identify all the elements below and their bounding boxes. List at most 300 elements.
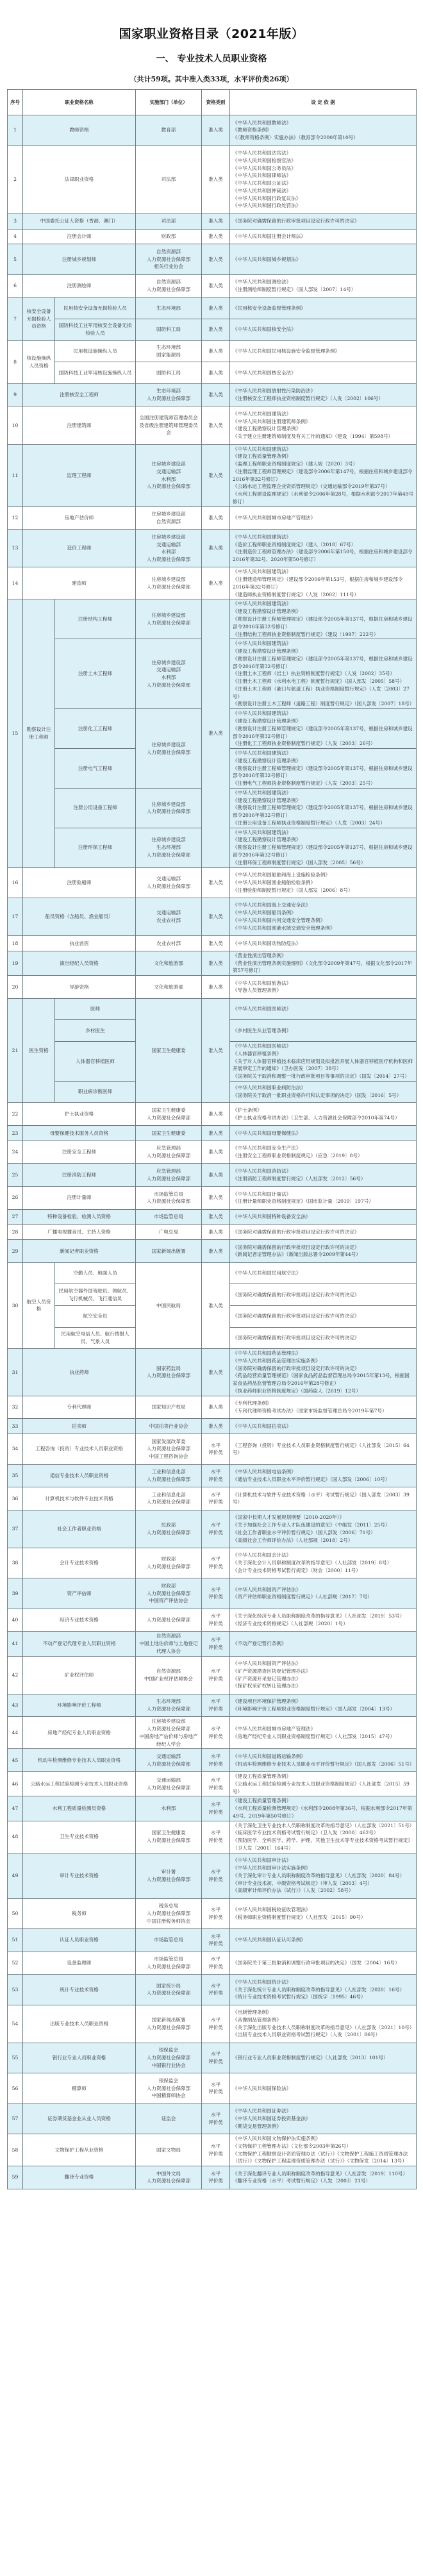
basis-line: 《中华人民共和国检察官法》: [233, 157, 296, 163]
qualification-type: 准入类: [202, 383, 230, 406]
department-line: 市场监管总局: [154, 1937, 183, 1943]
basis-line: 《中华人民共和国认证认可条例》: [233, 1937, 306, 1943]
qualification-name: 翻译专业资格: [23, 2166, 136, 2189]
table-row: [8, 1771, 417, 1796]
department-line: 人力资源社会保障部: [146, 1114, 191, 1121]
qualification-name: 中国委托公证人资格（香港、澳门）: [23, 213, 136, 229]
department: [136, 1975, 202, 2005]
legal-basis: [230, 599, 417, 639]
qualification-type: 水平 评价类: [202, 1717, 230, 1749]
row-number: 23: [8, 1125, 23, 1141]
qualification-type: 准入类: [202, 1164, 230, 1187]
department-line: 人力资源社会保障部: [146, 1761, 191, 1767]
qualification-type: 准入类: [202, 444, 230, 506]
basis-line: 《国务院对确需保留的行政审批项目设定行政许可的决定》: [233, 1313, 360, 1319]
department-line: 银保监会: [158, 2047, 179, 2053]
basis-line: 《国务院对确需保留的行政审批项目设定行政许可的决定》: [233, 1365, 360, 1371]
department-line: 住房城乡建设部: [151, 511, 186, 517]
qualification-type: 水平 评价类: [202, 1632, 230, 1656]
row-number: 45: [8, 1749, 23, 1772]
legal-basis: [230, 213, 417, 229]
qualification-type: 准入类: [202, 506, 230, 530]
legal-basis: [230, 1464, 417, 1487]
basis-line: 《专利代理条例》: [233, 1400, 272, 1407]
table-row: [8, 1548, 417, 1578]
table-row: [8, 383, 417, 406]
department: [136, 362, 202, 384]
row-number: 29: [8, 1240, 23, 1263]
table-row: [8, 1975, 417, 2005]
section-summary: （共计59项。其中准入类33项，水平评价类26项）: [129, 75, 294, 83]
legal-basis: [230, 2103, 417, 2134]
department-line: 人力资源社会保障部: [146, 1910, 191, 1916]
department-line: 财政部: [161, 233, 176, 240]
legal-basis: [230, 788, 417, 828]
department-line: 生态环境部: [156, 344, 181, 351]
department-line: 审计署: [161, 1868, 176, 1875]
department: [136, 951, 202, 975]
row-number: 6: [8, 274, 23, 297]
row-number: 8: [8, 340, 23, 383]
table-subrow: [8, 340, 417, 362]
department-line: 交通运输部: [156, 875, 181, 882]
qualification-type: 准入类: [202, 1141, 230, 1164]
table-subrow: [8, 1262, 417, 1284]
legal-basis: [230, 2134, 417, 2166]
basis-line: 《中华人民共和国城市房地产管理法》: [233, 515, 316, 521]
basis-line: 《公路水运工程监理企业资质管理规定》（交通运输部令2019年第37号）: [233, 483, 390, 490]
department-line: 中国注册税务师协会: [146, 1918, 191, 1924]
department-line: 全国注册建筑师管理委员会及省级注册建筑师管理委员会: [139, 414, 198, 436]
department-line: 应急管理部: [156, 1167, 181, 1174]
basis-line: 《注册验船师制度暂行规定》（国人部发〔2006〕8号）: [233, 887, 353, 893]
table-row: [8, 1510, 417, 1548]
qualification-name: 注册计量师: [23, 1186, 136, 1209]
basis-line: 《中华人民共和国海上交通安全法》: [233, 902, 311, 908]
legal-basis: [230, 506, 417, 530]
basis-line: 《关于深化审计专业人员职称制度改革的指导意见》（人社部发〔2020〕84号）: [233, 1872, 405, 1878]
legal-basis: [230, 383, 417, 406]
row-number: 33: [8, 1419, 23, 1434]
legal-basis: [230, 749, 417, 789]
legal-basis: [230, 406, 417, 444]
department: [136, 867, 202, 898]
table-row: [8, 1821, 417, 1853]
department-line: 国家卫生健康委: [151, 1047, 186, 1053]
department-line: 人力资源社会保障部: [146, 1963, 191, 1970]
qualification-name: 造价工程师: [23, 530, 136, 567]
legal-basis: [230, 936, 417, 951]
qualification-group: 核设施操纵人员资格: [23, 340, 55, 383]
sub-qualification-name: 医师: [55, 998, 136, 1020]
qualification-type: 水平 评价类: [202, 1771, 230, 1796]
sub-qualification-name: 空勤人员、地面人员: [55, 1262, 136, 1284]
basis-line: 《银行业专业人员职业资格制度暂行规定》（人社部发〔2013〕101号）: [233, 2055, 388, 2061]
department: [136, 244, 202, 274]
department: [136, 146, 202, 213]
department-line: 生态环境部: [156, 305, 181, 311]
legal-basis: [230, 867, 417, 898]
table-row: [8, 1656, 417, 1694]
row-number: 46: [8, 1771, 23, 1796]
basis-line: 《勘察设计注册土木工程师（道路工程）制度暂行规定》（国人部发〔2007〕18号）: [233, 701, 415, 707]
basis-line: 《资产评估师职业资格制度暂行规定》（人社部规〔2017〕7号）: [233, 1594, 372, 1600]
qualification-type: 水平 评价类: [202, 1898, 230, 1928]
qualification-type: 水平 评价类: [202, 2103, 230, 2134]
department-line: 自然资源部: [156, 1633, 181, 1639]
legal-basis: [230, 998, 417, 1020]
table-row: [8, 1578, 417, 1609]
department-line: 应急管理部: [156, 1145, 181, 1151]
header-basis: 设 定 依 据: [230, 90, 417, 115]
basis-line: 《中华人民共和国证券法》: [233, 2108, 292, 2114]
qualification-name: 出版专业技术人员职业资格: [23, 2005, 136, 2043]
basis-line: 《药品经营质量管理规范》（国家食品药品监督管理总局令2015年第13号，根据国家食品药品监督管理总局令2016年第28号修正）: [233, 1373, 410, 1387]
department: [136, 2166, 202, 2189]
department-line: 人力资源社会保障部: [146, 396, 191, 402]
department-line: 工业和信息化部: [151, 1491, 186, 1498]
basis-line: 《民用核安全设备监督管理条例》: [233, 305, 306, 311]
qualification-type: 准入类: [202, 340, 230, 362]
basis-line: 《国务院关于取消一批职业资格许可和认定事项的决定》（国发〔2016〕5号）: [233, 1092, 402, 1099]
department: [136, 383, 202, 406]
department: [136, 2073, 202, 2103]
qualification-name: 注册会计师: [23, 229, 136, 244]
department: [136, 1632, 202, 1656]
qualification-type: 准入类: [202, 362, 230, 384]
qualification-name: 经济专业技术资格: [23, 1609, 136, 1632]
department: [136, 530, 202, 567]
department-line: 司法部: [161, 218, 176, 224]
department-line: 财政部: [161, 1556, 176, 1562]
legal-basis: [230, 340, 417, 362]
legal-basis: [230, 1510, 417, 1548]
table-row: [8, 1125, 417, 1141]
sub-qualification-name: 注册公用设备工程师: [55, 788, 136, 828]
basis-line: 《勘察设计注册工程师管理规定》（建设部令2005年第137号，根据住房和城乡建设部令2016年第32号修订）: [233, 725, 413, 739]
basis-line: 《中华人民共和国消防法》: [233, 1167, 292, 1174]
legal-basis: [230, 1327, 417, 1349]
qualification-type: 准入类: [202, 530, 230, 567]
qualification-type: 准入类: [202, 1240, 230, 1263]
legal-basis: [230, 1656, 417, 1694]
legal-basis: [230, 1975, 417, 2005]
basis-line: 《中华人民共和国船员条例》: [233, 910, 296, 916]
department-line: 人力资源社会保障部: [146, 1590, 191, 1596]
table-row: [8, 1141, 417, 1164]
qualification-name: 通信专业技术人员职业资格: [23, 1464, 136, 1487]
department-line: 住房城乡建设部: [151, 1718, 186, 1725]
table-row: [8, 1609, 417, 1632]
row-number: 28: [8, 1225, 23, 1240]
department: [136, 1396, 202, 1419]
qualification-type: 水平 评价类: [202, 2073, 230, 2103]
legal-basis: [230, 115, 417, 146]
basis-line: 《中华人民共和国放射性污染防治法》: [233, 388, 316, 394]
qualification-type: 准入类: [202, 1225, 230, 1240]
department-line: 中国房地产估价师与房地产经纪人学会: [139, 1733, 198, 1747]
legal-basis: [230, 1632, 417, 1656]
basis-line: 《中华人民共和国行政处罚法》: [233, 203, 301, 209]
basis-line: 《房地产经纪专业人员职业资格制度暂行规定》（人社部发〔2015〕47号）: [233, 1733, 395, 1739]
row-number: 19: [8, 951, 23, 975]
legal-basis: [230, 1717, 417, 1749]
basis-line: 《社会工作者职业水平评价暂行规定》（国人部发〔2006〕71号）: [233, 1529, 376, 1535]
row-number: 35: [8, 1464, 23, 1487]
department: [136, 1749, 202, 1772]
basis-line: 《中华人民共和国民用航空法》: [233, 1270, 301, 1276]
department: [136, 444, 202, 506]
basis-line: 《中华人民共和国建筑法》: [233, 601, 292, 607]
row-number: 25: [8, 1164, 23, 1187]
row-number: 12: [8, 506, 23, 530]
qualification-type: 准入类: [202, 1349, 230, 1396]
department: [136, 1548, 202, 1578]
row-number: 5: [8, 244, 23, 274]
basis-line: 《中华人民共和国文物保护法实施条例》: [233, 2135, 320, 2141]
basis-line: 《注册土木工程师（岩土）执业资格制度暂行规定》（人发〔2002〕35号）: [233, 671, 395, 677]
department-line: 人力资源社会保障部: [146, 619, 191, 626]
qualification-name: 设备监理师: [23, 1952, 136, 1975]
legal-basis: [230, 362, 417, 384]
department: [136, 1694, 202, 1717]
department: [136, 567, 202, 599]
basis-line: 《建造师执业资格制度暂行规定》（人发〔2002〕111号）: [233, 591, 360, 598]
basis-line: 《注册监理工程师管理规定》（建设部令2006年第147号，根据住房和城乡建设部令2016年第32号修订）: [233, 468, 413, 482]
row-number: 53: [8, 1975, 23, 2005]
qualification-type: 准入类: [202, 406, 230, 444]
row-number: 27: [8, 1209, 23, 1225]
legal-basis: [230, 1487, 417, 1510]
qualification-type: 准入类: [202, 976, 230, 999]
qualification-name: 注册城乡规划师: [23, 244, 136, 274]
basis-line: 《建设项目环境保护管理条例》: [233, 1698, 301, 1705]
basis-line: 《音像制品管理条例》: [233, 2016, 281, 2023]
qualification-name: 房地产估价师: [23, 506, 136, 530]
qualification-name: 税务师: [23, 1898, 136, 1928]
department: [136, 936, 202, 951]
department-line: 国家文物局: [156, 2146, 181, 2153]
basis-line: 《建设工程质量管理条例》: [233, 1798, 292, 1804]
qualification-type: 水平 评价类: [202, 2166, 230, 2189]
legal-basis: [230, 1209, 417, 1225]
basis-line: 《关于建立注册建筑师制度及有关工作的通知》（建设〔1994〕第598号）: [233, 433, 394, 440]
department-line: 自然资源部: [156, 518, 181, 524]
department-line: 国家发展改革委: [151, 1438, 186, 1444]
qualification-type: 水平 评价类: [202, 1952, 230, 1975]
legal-basis: [230, 1081, 417, 1103]
basis-line: 《中华人民共和国仲裁法》: [233, 187, 292, 194]
qualification-name: 建造师: [23, 567, 136, 599]
row-number: 59: [8, 2166, 23, 2189]
legal-basis: [230, 639, 417, 709]
table-row: [8, 115, 417, 146]
table-row: [8, 1225, 417, 1240]
table-row: [8, 2073, 417, 2103]
basis-line: 《关于深化翻译专业人员职称制度改革的指导意见》（人社部发〔2019〕110号）: [233, 2170, 408, 2177]
qualification-name: 护士执业资格: [23, 1103, 136, 1126]
basis-line: 《中华人民共和国职业病防治法》: [233, 1085, 306, 1091]
department: [136, 340, 202, 362]
basis-line: 《中华人民共和国公务员法》: [233, 165, 296, 171]
department: [136, 506, 202, 530]
basis-line: 《中华人民共和国注册建筑师条例》: [233, 418, 311, 424]
row-number: 15: [8, 599, 23, 867]
department: [136, 1656, 202, 1694]
department-line: 人力资源社会保障部: [146, 1198, 191, 1205]
row-number: 37: [8, 1510, 23, 1548]
department-line: 文化和旅游部: [154, 983, 183, 990]
qualification-type: 准入类: [202, 297, 230, 319]
department: [136, 1609, 202, 1632]
basis-line: 《建设工程勘察设计管理条例》: [233, 608, 301, 615]
basis-line: 《注册安全工程师职业资格制度规定》（应急〔2019〕8号）: [233, 1153, 363, 1159]
basis-line: 《国务院对确需保留的行政审批项目设定行政许可的决定》: [233, 1334, 360, 1341]
basis-line: 《国务院对确需保留的行政审批项目设定行政许可的决定》: [233, 1228, 360, 1235]
basis-line: 《中华人民共和国证券投资基金法》: [233, 2115, 311, 2121]
department-line: 国家新闻出版署: [151, 1248, 186, 1254]
row-number: 16: [8, 867, 23, 898]
basis-line: 《中华人民共和国药品管理法》: [233, 1350, 301, 1357]
qualification-type: 准入类: [202, 1125, 230, 1141]
basis-line: 《中华人民共和国核安全法》: [233, 369, 296, 376]
basis-line: 《注册环保工程师制度暂行规定》（国人部发〔2005〕56号）: [233, 859, 366, 866]
legal-basis: [230, 1796, 417, 1821]
basis-line: 《新闻记者证管理办法》（新闻出版总署令2009年第44号）: [233, 1251, 361, 1258]
qualification-group: 勘察设计注册工程师: [23, 599, 55, 867]
basis-line: 《中华人民共和国渔港水域交通安全管理条例》: [233, 924, 335, 931]
qualification-type: 准入类: [202, 1419, 230, 1434]
department-line: 人力资源社会保障部: [146, 256, 191, 262]
table-row: [8, 1209, 417, 1225]
basis-line: 《文物保护工程管理办法》（文化部令2003年第26号）: [233, 2143, 351, 2149]
department-line: 人力资源社会保障部: [146, 851, 191, 858]
qualification-name: 注册测绘师: [23, 274, 136, 297]
legal-basis: [230, 319, 417, 340]
table-row: [8, 1396, 417, 1419]
legal-basis: [230, 2166, 417, 2189]
sub-qualification-name: 民用航空器外国驾驶员、领航员、飞行机械员、飞行通信员: [55, 1284, 136, 1306]
basis-line: 《注册计量师职业资格制度规定》（国市监计量〔2019〕197号）: [233, 1198, 374, 1205]
table-row: [8, 1796, 417, 1821]
basis-line: 《环境影响评价工程师职业资格制度暂行规定》（国人部发〔2004〕13号）: [233, 1706, 395, 1712]
basis-line: 《中华人民共和国安全生产法》: [233, 1145, 301, 1151]
basis-line: 《建设工程质量管理条例》: [233, 1773, 292, 1779]
qualification-type: 水平 评价类: [202, 1853, 230, 1898]
qualification-group: 航空人员资格: [23, 1262, 55, 1348]
row-number: 24: [8, 1141, 23, 1164]
qualification-name: 计算机技术与软件专业技术资格: [23, 1487, 136, 1510]
legal-basis: [230, 1020, 417, 1042]
qualification-type: 水平 评价类: [202, 2134, 230, 2166]
section-title: 一、 专业技术人员职业资格: [156, 54, 267, 64]
department-line: 人力资源社会保障部: [146, 682, 191, 689]
basis-line: 《文物保护工程勘察设计资质管理办法（试行）》《文物保护工程施工资质管理办法（试行）》《文物保护工程监理资质管理办法（试行）》（文物保发〔2014〕13号）: [233, 2150, 408, 2164]
table-row: [8, 976, 417, 999]
qualification-type: 水平 评价类: [202, 2005, 230, 2043]
qualification-type: 准入类: [202, 998, 230, 1103]
department-line: 交通运输部: [156, 1753, 181, 1759]
department: [136, 274, 202, 297]
table-row: [8, 1853, 417, 1898]
qualification-type: 准入类: [202, 898, 230, 935]
department-line: 广电总局: [158, 1228, 179, 1235]
basis-line: 《中华人民共和国动物防疫法》: [233, 940, 301, 946]
table-row: [8, 213, 417, 229]
qualification-name: 注册验船师: [23, 867, 136, 898]
legal-basis: [230, 297, 417, 319]
legal-basis: [230, 1305, 417, 1327]
qualification-name: 社会工作者职业资格: [23, 1510, 136, 1548]
department-line: 人力资源社会保障部: [146, 2178, 191, 2184]
row-number: 57: [8, 2103, 23, 2134]
basis-line: 《会计专业技术资格考试暂行规定》（财会〔2000〕11号）: [233, 1567, 361, 1573]
legal-basis: [230, 709, 417, 749]
basis-line: 《中华人民共和国道路运输条例》: [233, 1753, 306, 1759]
table-row: [8, 244, 417, 274]
qualification-type: 准入类: [202, 1186, 230, 1209]
department-line: 中国拍卖行业协会: [149, 1423, 188, 1429]
table-row: [8, 567, 417, 599]
table-header-row: [8, 90, 417, 115]
legal-basis: [230, 1821, 417, 1853]
table-row: [8, 1164, 417, 1187]
row-number: 14: [8, 567, 23, 599]
department-line: 税务总局: [158, 1903, 179, 1909]
qualification-name: 银行业专业人员职业资格: [23, 2043, 136, 2073]
legal-basis: [230, 1419, 417, 1434]
sub-qualification-name: 职业病诊断医师: [55, 1081, 136, 1103]
department-line: 国防科工局: [156, 369, 181, 376]
qualification-type: 准入类: [202, 1103, 230, 1126]
department-line: 相关行业协会: [154, 263, 183, 270]
department-line: 工业和信息化部: [151, 1469, 186, 1475]
basis-line: 《探矿权采矿权转让管理办法》: [233, 1683, 301, 1689]
department-line: 农业农村部: [156, 917, 181, 923]
department: [136, 1349, 202, 1396]
qualification-name: 不动产登记代理专业人员职业资格: [23, 1632, 136, 1656]
qualification-type: 水平 评价类: [202, 1464, 230, 1487]
legal-basis: [230, 1898, 417, 1928]
basis-line: 《中华人民共和国税收征收管理法》: [233, 1907, 311, 1913]
basis-line: 《护士执业资格考试办法》（卫生部、人力资源社会保障部令2010年第74号）: [233, 1114, 400, 1121]
basis-line: 《中华人民共和国行政复议法》: [233, 195, 301, 201]
row-number: 20: [8, 976, 23, 999]
sub-qualification-name: 人体器官移植医师: [55, 1041, 136, 1081]
qualification-name: 公路水运工程试验检测专业技术人员职业资格: [23, 1771, 136, 1796]
legal-basis: [230, 1103, 417, 1126]
department-line: 水利部: [161, 674, 176, 681]
basis-line: 《建设工程勘察设计管理条例》: [233, 837, 301, 843]
basis-line: 《期货交易管理条例》: [233, 2123, 281, 2129]
basis-line: 《水利工程建设监理规定》（水利部令2006年第28号，根据水利部令2017年第49号修订）: [233, 491, 414, 505]
row-number: 50: [8, 1898, 23, 1928]
basis-line: 《营业性演出管理条例》: [233, 952, 286, 958]
basis-line: 《不动产登记暂行条例》: [233, 1641, 286, 1647]
basis-line: 《人体器官移植条例》: [233, 1050, 281, 1057]
basis-line: 《中华人民共和国会计法》: [233, 1552, 292, 1559]
table-subrow: [8, 599, 417, 639]
department-line: 证监会: [161, 2115, 176, 2121]
basis-line: 《注册公用设备工程师执业资格制度暂行规定》（人发〔2003〕24号）: [233, 819, 385, 826]
basis-line: 《中华人民共和国建筑法》: [233, 640, 292, 647]
qualification-type: 水平 评价类: [202, 1434, 230, 1464]
qualification-name: 船员资格（含船员、渔业船员）: [23, 898, 136, 935]
department-line: 中国银行业协会: [151, 2062, 186, 2068]
table-row: [8, 1929, 417, 1952]
qualification-type: 水平 评价类: [202, 1609, 230, 1632]
department-line: 人力资源社会保障部: [146, 1876, 191, 1882]
